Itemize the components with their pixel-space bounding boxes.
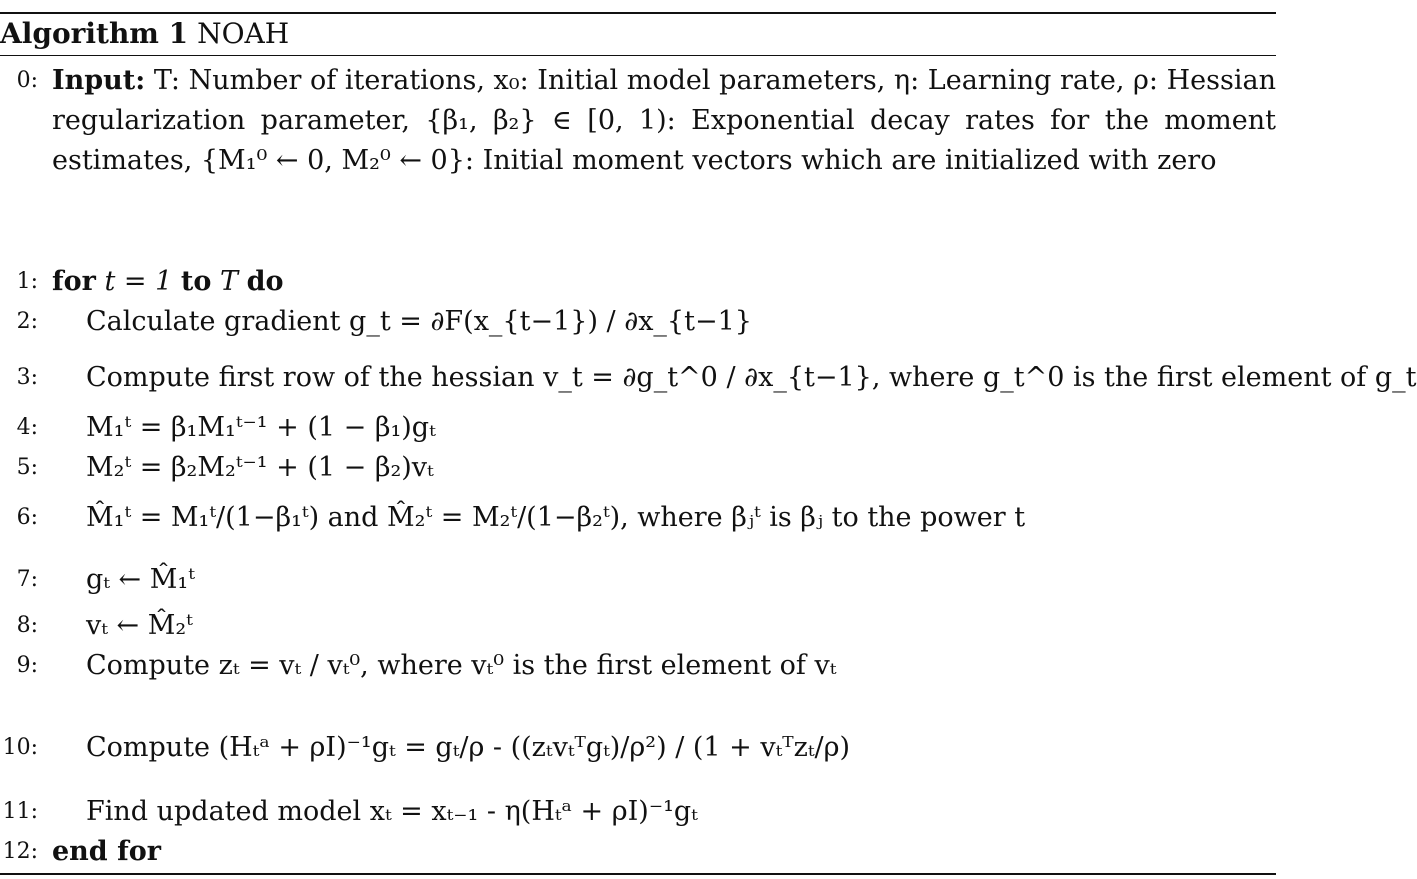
line-number: 2: — [16, 309, 38, 334]
line-number: 9: — [16, 653, 38, 678]
algorithm-label: Algorithm 1 — [0, 17, 189, 50]
input-text: T: Number of iterations, x₀: Initial model parameters, η: Learning rate, ρ: Hessian regularization parameter, {β₁, β₂} ∈ [0, 1): Exponential decay rates for the moment estimates, {M₁⁰ ← 0, M₂⁰ ← 0}: Initial moment vectors which are initialized with zero — [52, 65, 1276, 176]
for-keyword: for — [52, 266, 96, 297]
line-number: 11: — [2, 799, 38, 824]
hessian-update-step: vₜ ← M̂₂ᵗ — [86, 610, 193, 641]
end-for-statement: end for — [52, 836, 161, 867]
line-number: 5: — [16, 455, 38, 480]
model-update-step: Find updated model xₜ = xₜ₋₁ - η(Hₜᵃ + ρI)⁻¹gₜ — [86, 796, 698, 827]
hessian-row-step: Compute first row of the hessian v_t = ∂g_t^0 / ∂x_{t−1}, where g_t^0 is the first element of g_t — [86, 362, 1417, 393]
line-number: 12: — [2, 839, 38, 864]
to-keyword: to — [180, 266, 212, 297]
line-number: 3: — [16, 365, 38, 390]
title-rule — [0, 55, 1276, 56]
gradient-update-step: gₜ ← M̂₁ᵗ — [86, 564, 195, 595]
first-moment-step: M₁ᵗ = β₁M₁ᵗ⁻¹ + (1 − β₁)gₜ — [86, 412, 436, 443]
line-number: 7: — [16, 567, 38, 592]
loop-range-start: t = 1 — [104, 266, 173, 297]
gradient-step: Calculate gradient g_t = ∂F(x_{t−1}) / ∂x_{t−1} — [86, 306, 752, 337]
line-number: 1: — [16, 269, 38, 294]
line-0 — [0, 61, 1276, 221]
input-description — [52, 61, 1276, 181]
line-number: 4: — [16, 415, 38, 440]
z-compute-step: Compute zₜ = vₜ / vₜ⁰, where vₜ⁰ is the first element of vₜ — [86, 650, 837, 681]
line-number: 10: — [2, 735, 38, 760]
line-number: 6: — [16, 505, 38, 530]
bottom-rule — [0, 873, 1276, 875]
bias-correction-step: M̂₁ᵗ = M₁ᵗ/(1−β₁ᵗ) and M̂₂ᵗ = M₂ᵗ/(1−β₂ᵗ), where βⱼᵗ is βⱼ to the power t — [86, 502, 1026, 533]
loop-range-end: T — [219, 266, 238, 297]
inverse-hessian-step: Compute (Hₜᵃ + ρI)⁻¹gₜ = gₜ/ρ - ((zₜvₜᵀgₜ)/ρ²) / (1 + vₜᵀzₜ/ρ) — [86, 732, 851, 763]
algorithm-title — [0, 14, 289, 54]
line-number: 0: — [16, 68, 38, 93]
second-moment-step: M₂ᵗ = β₂M₂ᵗ⁻¹ + (1 − β₂)vₜ — [86, 452, 434, 483]
line-number: 8: — [16, 613, 38, 638]
for-statement — [52, 262, 1276, 302]
algorithm-name: NOAH — [197, 17, 290, 50]
do-keyword: do — [246, 266, 284, 297]
input-keyword: Input: — [52, 65, 146, 96]
